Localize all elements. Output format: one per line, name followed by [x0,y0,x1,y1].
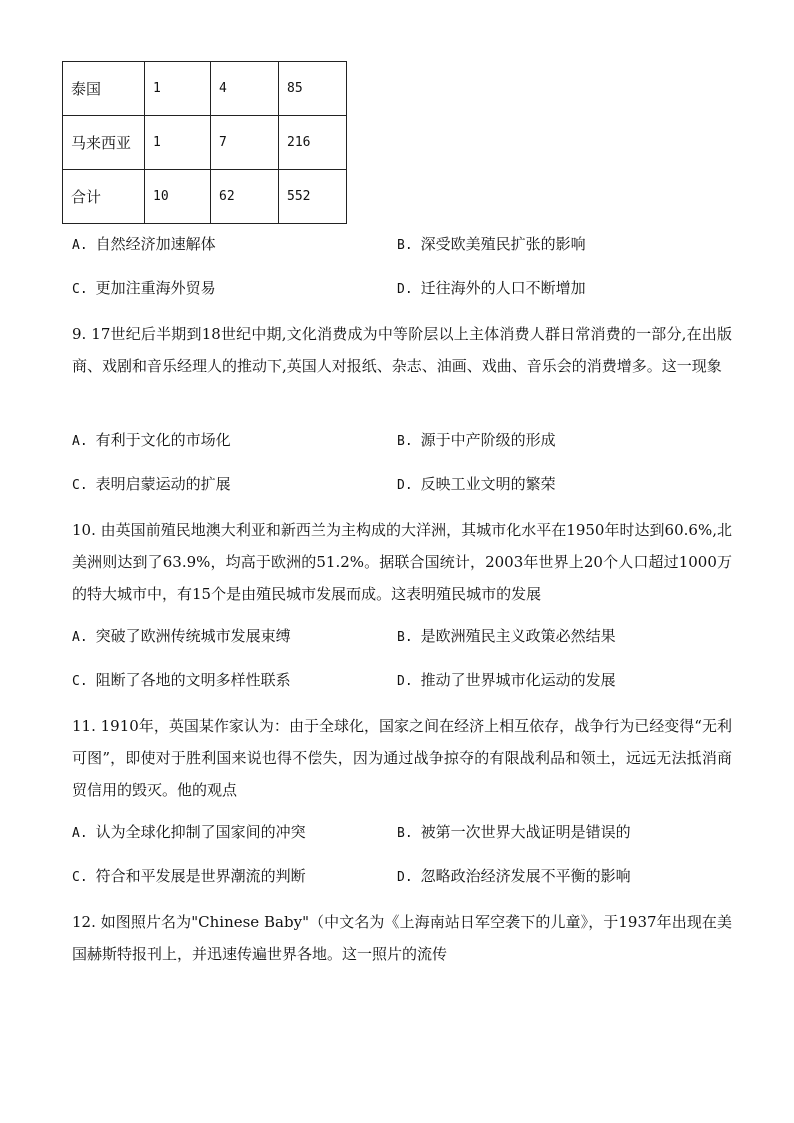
option-text: 表明启蒙运动的扩展 [95,475,231,493]
option-text: 更加注重海外贸易 [95,279,216,297]
q10-option-c[interactable] [72,667,291,695]
q9-option-c[interactable] [72,471,231,499]
table-cell: 7 [211,116,279,170]
option-text: 被第一次世界大战证明是错误的 [420,823,631,841]
option-letter: A. [72,826,88,841]
q11-options-row-2 [72,863,752,889]
option-letter: C. [72,282,88,297]
table-row [63,62,347,116]
q8-options-row-2 [72,275,752,301]
question-10-stem: 10. 由英国前殖民地澳大利亚和新西兰为主构成的大洋洲，其城市化水平在1950年时达到60.6%,北美洲则达到了63.9%，均高于欧洲的51.2%。据联合国统计，2003年世界上20个人口超过1000万的特大城市中，有15个是由殖民城市发展而成。这表明殖民城市的发展 [72,521,732,603]
option-text: 自然经济加速解体 [95,235,216,253]
table-row [63,170,347,224]
option-text: 迁往海外的人口不断增加 [420,279,586,297]
option-letter: A. [72,238,88,253]
q8-options-row-1 [72,231,752,257]
option-letter: D. [397,478,413,493]
option-letter: D. [397,870,413,885]
option-text: 是欧洲殖民主义政策必然结果 [420,627,616,645]
table-cell: 10 [145,170,211,224]
table-cell: 62 [211,170,279,224]
table-cell: 泰国 [63,62,145,116]
question-11-stem: 11. 1910年，英国某作家认为：由于全球化，国家之间在经济上相互依存，战争行为已经变得“无利可图”，即使对于胜利国来说也得不偿失，因为通过战争掠夺的有限战利品和领土，远远无法抵消商贸信用的毁灭。他的观点 [72,717,732,799]
q11-options-row-1 [72,819,752,845]
q10-option-a[interactable] [72,623,291,651]
q8-option-d[interactable] [397,275,586,303]
option-letter: A. [72,434,88,449]
q11-option-a[interactable] [72,819,306,847]
table-cell: 85 [279,62,347,116]
q11-option-d[interactable] [397,863,631,891]
q8-option-b[interactable] [397,231,586,259]
option-text: 源于中产阶级的形成 [420,431,556,449]
q9-options-row-1 [72,427,752,453]
table-cell: 1 [145,116,211,170]
option-text: 突破了欧洲传统城市发展束缚 [95,627,291,645]
table-cell: 4 [211,62,279,116]
option-letter: B. [397,826,413,841]
q10-options-row-1 [72,623,752,649]
q9-options-row-2 [72,471,752,497]
option-text: 忽略政治经济发展不平衡的影响 [420,867,631,885]
q10-options-row-2 [72,667,752,693]
table-cell: 合计 [63,170,145,224]
option-letter: A. [72,630,88,645]
q9-option-d[interactable] [397,471,556,499]
option-text: 认为全球化抑制了国家间的冲突 [95,823,306,841]
option-text: 阻断了各地的文明多样性联系 [95,671,291,689]
option-letter: C. [72,870,88,885]
option-letter: C. [72,478,88,493]
table-cell: 552 [279,170,347,224]
question-9-stem: 9. 17世纪后半期到18世纪中期,文化消费成为中等阶层以上主体消费人群日常消费的一部分,在出版商、戏剧和音乐经理人的推动下,英国人对报纸、杂志、油画、戏曲、音乐会的消费增多。这一现象 [72,325,732,375]
option-text: 有利于文化的市场化 [95,431,231,449]
option-letter: C. [72,674,88,689]
question-12-stem: 12. 如图照片名为"Chinese Baby"（中文名为《上海南站日军空袭下的儿童》，于1937年出现在美国赫斯特报刊上，并迅速传遍世界各地。这一照片的流传 [72,913,732,963]
option-letter: D. [397,282,413,297]
table-row [63,116,347,170]
q10-option-b[interactable] [397,623,616,651]
q9-option-a[interactable] [72,427,231,455]
table-cell: 1 [145,62,211,116]
q8-option-a[interactable] [72,231,216,259]
option-text: 推动了世界城市化运动的发展 [420,671,616,689]
q9-option-b[interactable] [397,427,556,455]
q10-option-d[interactable] [397,667,616,695]
option-text: 反映工业文明的繁荣 [420,475,556,493]
option-text: 深受欧美殖民扩张的影响 [420,235,586,253]
table-cell: 马来西亚 [63,116,145,170]
q11-option-c[interactable] [72,863,306,891]
option-letter: D. [397,674,413,689]
option-letter: B. [397,630,413,645]
option-letter: B. [397,434,413,449]
table-cell: 216 [279,116,347,170]
option-text: 符合和平发展是世界潮流的判断 [95,867,306,885]
q11-option-b[interactable] [397,819,631,847]
option-letter: B. [397,238,413,253]
q8-option-c[interactable] [72,275,216,303]
data-table [62,61,347,224]
